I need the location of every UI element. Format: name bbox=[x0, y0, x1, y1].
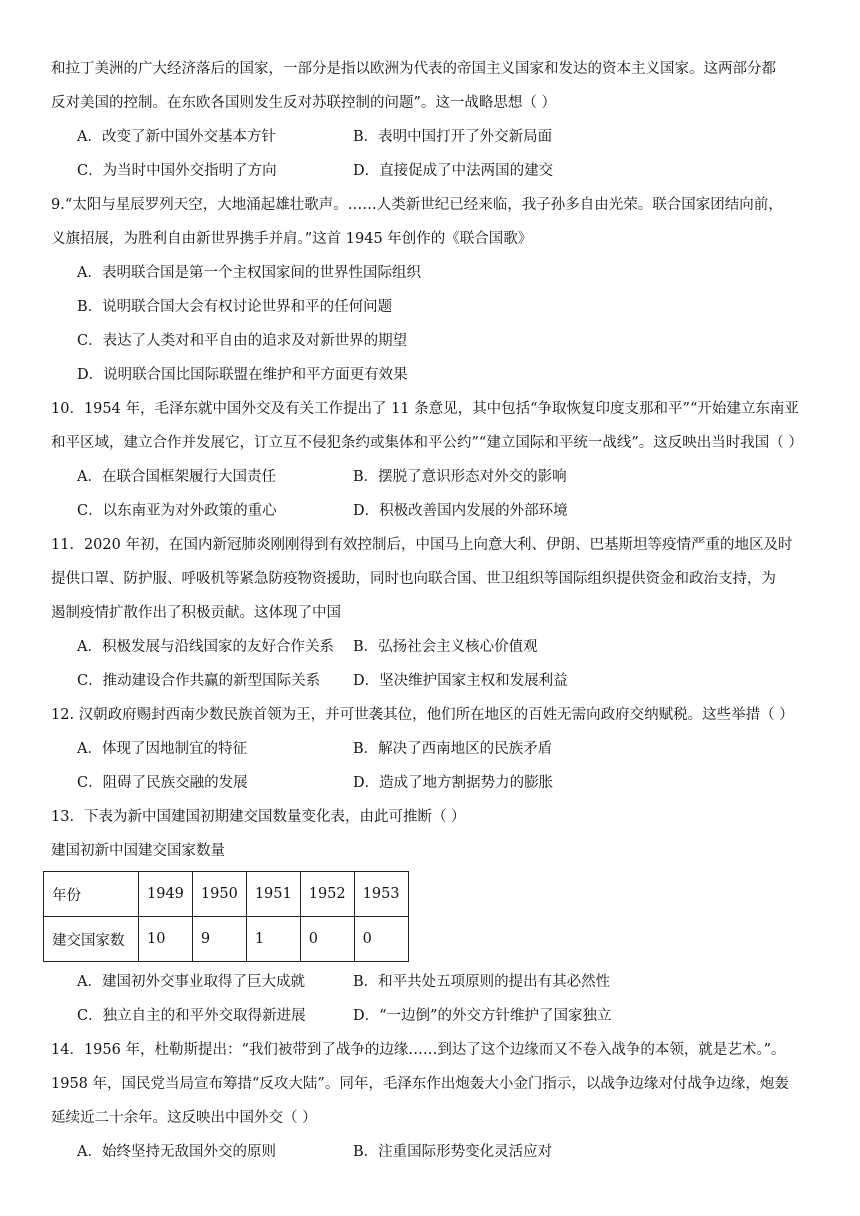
q8-option-b[interactable]: B．表明中国打开了外交新局面 bbox=[353, 129, 553, 145]
q8-options-row-1 bbox=[51, 120, 811, 154]
q9-option-row-c bbox=[51, 324, 811, 358]
table-cell-count: 10 bbox=[139, 917, 193, 962]
q10-option-a[interactable]: A．在联合国框架履行大国责任 bbox=[77, 469, 276, 485]
q11-options-row-1 bbox=[51, 630, 811, 664]
q11-stem-line-3: 遏制疫情扩散作出了积极贡献。这体现了中国 bbox=[51, 605, 341, 621]
table-cell-count: 0 bbox=[354, 917, 408, 962]
q8-option-a[interactable]: A．改变了新中国外交基本方针 bbox=[77, 129, 276, 145]
q11-option-b[interactable]: B．弘扬社会主义核心价值观 bbox=[353, 639, 538, 655]
q8-stem-line-1: 和拉丁美洲的广大经济落后的国家，一部分是指以欧洲为代表的帝国主义国家和发达的资本主义国家。这两部分都 bbox=[51, 61, 776, 77]
q10-options-row-2 bbox=[51, 494, 811, 528]
q12-stem-line-1: 12. 汉朝政府赐封西南少数民族首领为王，并可世袭其位，他们所在地区的百姓无需向政府交纳赋税。这些举措（ ） bbox=[51, 707, 794, 723]
q9-stem-line-1: 9.“太阳与星辰罗列天空，大地涌起雄壮歌声。……人类新世纪已经来临，我子孙多自由光荣。联合国家团结向前， bbox=[51, 197, 783, 213]
table-cell-count: 9 bbox=[192, 917, 246, 962]
q10-option-c[interactable]: C．以东南亚为对外政策的重心 bbox=[77, 503, 277, 519]
q8-stem-line-2: 反对美国的控制。在东欧各国则发生反对苏联控制的问题”。这一战略思想（ ） bbox=[51, 95, 557, 111]
q11-stem-line-2: 提供口罩、防护服、呼吸机等紧急防疫物资援助，同时也向联合国、世卫组织等国际组织提供资金和政治支持，为 bbox=[51, 571, 776, 587]
table-cell-count: 0 bbox=[300, 917, 354, 962]
q13-option-d[interactable]: D．“一边倒”的外交方针维护了国家独立 bbox=[353, 1008, 612, 1024]
table-row bbox=[44, 917, 409, 962]
q11-option-a[interactable]: A．积极发展与沿线国家的友好合作关系 bbox=[77, 639, 334, 655]
q9-option-d[interactable]: D．说明联合国比国际联盟在维护和平方面更有效果 bbox=[77, 367, 408, 383]
q10-stem-line-2: 和平区域，建立合作并发展它，订立互不侵犯条约或集体和平公约”“建立国际和平统一战线”。这反映出当时我国（ ） bbox=[51, 435, 803, 451]
q12-option-b[interactable]: B．解决了西南地区的民族矛盾 bbox=[353, 741, 553, 757]
q13-diplomacy-table bbox=[43, 871, 409, 962]
q11-option-d[interactable]: D．坚决维护国家主权和发展利益 bbox=[353, 673, 568, 689]
table-cell-count: 1 bbox=[246, 917, 300, 962]
q10-stem-line-1: 10．1954 年，毛泽东就中国外交及有关工作提出了 11 条意见，其中包括“争取恢复印度支那和平”“开始建立东南亚 bbox=[51, 401, 799, 417]
q13-stem-line-1: 13．下表为新中国建国初期建交国数量变化表，由此可推断（ ） bbox=[51, 809, 466, 825]
q11-stem-line-1: 11．2020 年初，在国内新冠肺炎刚刚得到有效控制后，中国马上向意大利、伊朗、巴基斯坦等疫情严重的地区及时 bbox=[51, 537, 793, 553]
table-row-label-year: 年份 bbox=[44, 872, 139, 917]
q13-table-caption: 建国初新中国建交国家数量 bbox=[51, 843, 225, 859]
q10-option-b[interactable]: B．摆脱了意识形态对外交的影响 bbox=[353, 469, 567, 485]
table-cell-year: 1952 bbox=[300, 872, 354, 917]
q12-option-d[interactable]: D．造成了地方割据势力的膨胀 bbox=[353, 775, 554, 791]
q8-option-d[interactable]: D．直接促成了中法两国的建交 bbox=[353, 163, 554, 179]
q13-option-a[interactable]: A．建国初外交事业取得了巨大成就 bbox=[77, 974, 305, 990]
table-cell-year: 1949 bbox=[139, 872, 193, 917]
q14-option-b[interactable]: B．注重国际形势变化灵活应对 bbox=[353, 1144, 553, 1160]
q12-options-row-1 bbox=[51, 732, 811, 766]
q12-option-c[interactable]: C．阻碍了民族交融的发展 bbox=[77, 775, 248, 791]
table-cell-year: 1953 bbox=[354, 872, 408, 917]
q9-option-c[interactable]: C．表达了人类对和平自由的追求及对新世界的期望 bbox=[77, 333, 408, 349]
q8-option-c[interactable]: C．为当时中国外交指明了方向 bbox=[77, 163, 277, 179]
table-cell-year: 1951 bbox=[246, 872, 300, 917]
q13-option-b[interactable]: B．和平共处五项原则的提出有其必然性 bbox=[353, 974, 611, 990]
table-row bbox=[44, 872, 409, 917]
q13-option-c[interactable]: C．独立自主的和平外交取得新进展 bbox=[77, 1008, 306, 1024]
q9-option-a[interactable]: A．表明联合国是第一个主权国家间的世界性国际组织 bbox=[77, 265, 421, 281]
table-row-label-count: 建交国家数 bbox=[44, 917, 139, 962]
q9-option-b[interactable]: B．说明联合国大会有权讨论世界和平的任何问题 bbox=[77, 299, 393, 315]
q13-options-row-2 bbox=[51, 999, 811, 1033]
q9-option-row-a bbox=[51, 256, 811, 290]
q8-options-row-2 bbox=[51, 154, 811, 188]
q13-options-row-1 bbox=[51, 965, 811, 999]
q9-option-row-b bbox=[51, 290, 811, 324]
q12-option-a[interactable]: A．体现了因地制宜的特征 bbox=[77, 741, 247, 757]
q14-options-row-1 bbox=[51, 1135, 811, 1169]
table-cell-year: 1950 bbox=[192, 872, 246, 917]
q10-options-row-1 bbox=[51, 460, 811, 494]
q10-option-d[interactable]: D．积极改善国内发展的外部环境 bbox=[353, 503, 568, 519]
q11-option-c[interactable]: C．推动建设合作共赢的新型国际关系 bbox=[77, 673, 321, 689]
q14-stem-line-2: 1958 年，国民党当局宣布筹措“反攻大陆”。同年，毛泽东作出炮轰大小金门指示，以战争边缘对付战争边缘，炮轰 bbox=[51, 1076, 789, 1092]
q11-options-row-2 bbox=[51, 664, 811, 698]
q9-stem-line-2: 义旗招展，为胜利自由新世界携手并肩。”这首 1945 年创作的《联合国歌》 bbox=[51, 231, 533, 247]
q9-option-row-d bbox=[51, 358, 811, 392]
q14-stem-line-3: 延续近二十余年。这反映出中国外交（ ） bbox=[51, 1110, 317, 1126]
exam-page bbox=[51, 52, 811, 1169]
q14-stem-line-1: 14．1956 年，杜勒斯提出：“我们被带到了战争的边缘……到达了这个边缘而又不卷入战争的本领，就是艺术。”。 bbox=[51, 1042, 786, 1058]
q14-option-a[interactable]: A．始终坚持无敌国外交的原则 bbox=[77, 1144, 276, 1160]
q12-options-row-2 bbox=[51, 766, 811, 800]
